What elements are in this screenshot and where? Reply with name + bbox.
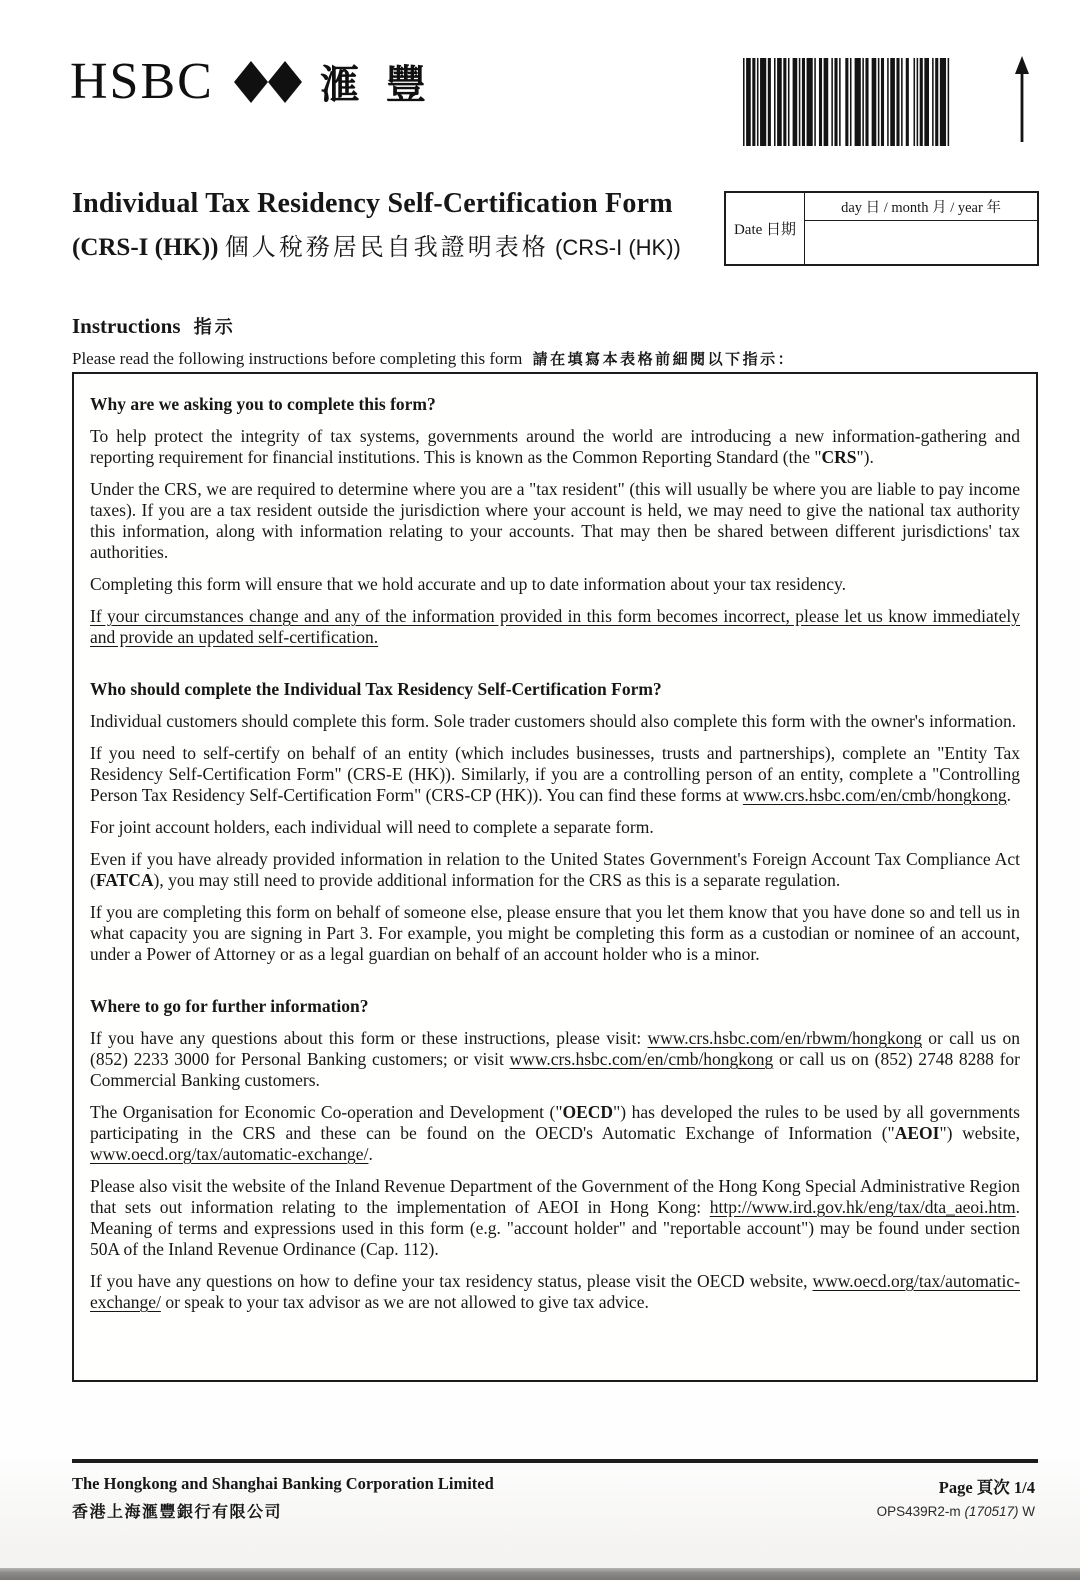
instructions-paragraph <box>90 1102 1020 1165</box>
paragraph-text: FATCA <box>95 870 154 890</box>
url-text: http://www.ird.gov.hk/eng/tax/dta_aeoi.htm <box>709 1197 1016 1217</box>
date-input-cell[interactable] <box>805 221 1037 264</box>
paragraph-text: The Organisation for Economic Co-operation and Development (" <box>90 1102 563 1122</box>
date-label: Date 日期 <box>726 193 805 264</box>
footer-company <box>72 1474 494 1522</box>
hsbc-logo <box>70 52 434 111</box>
instructions-paragraph <box>90 426 1020 468</box>
paragraph-text: Even if you have already provided information in relation to the United States Government's Foreign Account Tax Compliance Act ( <box>90 849 1020 890</box>
hsbc-hexagon-icon <box>234 60 302 104</box>
url-text: www.oecd.org/tax/automatic-exchange/ <box>90 1271 1020 1312</box>
footer-company-cjk: 香港上海滙豐銀行有限公司 <box>72 1504 283 1521</box>
paragraph-text: If you are completing this form on behalf of someone else, please ensure that you let them know that you have done so and tell us in what capacity you are signing in Part 3. For example, you might be completing this form as a custodian or nominee of an account, under a Power of Attorney or as a legal guardian on behalf of an account holder who is a minor. <box>90 902 1020 964</box>
paragraph-text: CRS <box>821 447 857 467</box>
form-reference-code <box>877 1504 1035 1519</box>
hsbc-logo-text: HSBC <box>70 53 214 110</box>
instructions-heading-cjk: 指示 <box>193 317 236 337</box>
paragraph-text: Completing this form will ensure that we hold accurate and up to date information about your tax residency. <box>90 574 847 594</box>
footer-company-en: The Hongkong and Shanghai Banking Corporation Limited <box>72 1474 494 1493</box>
form-code-prefix: (CRS-I (HK)) <box>72 234 219 261</box>
instructions-paragraph <box>90 711 1020 732</box>
form-ref-version: (170517) <box>964 1504 1019 1519</box>
form-ref-suffix: W <box>1022 1504 1035 1519</box>
paragraph-text: "). <box>856 447 874 467</box>
paragraph-text: . <box>368 1144 373 1164</box>
form-title-line2 <box>72 227 722 262</box>
instructions-paragraph <box>90 1176 1020 1260</box>
scan-edge-shadow <box>0 1568 1080 1580</box>
instructions-box <box>72 372 1038 1382</box>
form-title-cjk: 個人稅務居民自我證明表格 <box>224 235 549 261</box>
instructions-paragraph <box>90 743 1020 806</box>
form-title <box>72 188 722 262</box>
barcode <box>743 58 955 146</box>
date-format-header: day 日 / month 月 / year 年 <box>805 193 1037 221</box>
paragraph-text: If you have any questions about this form or these instructions, please visit: <box>90 1028 648 1048</box>
instructions-paragraph <box>90 606 1020 648</box>
date-box <box>724 191 1039 266</box>
instructions-paragraph <box>90 1028 1020 1091</box>
paragraph-text: To help protect the integrity of tax systems, governments around the world are introducing a new information-gathering and reporting requirement for financial institutions. This is known as the Common Reporting Standard (the " <box>90 426 1020 467</box>
url-text: www.crs.hsbc.com/en/cmb/hongkong <box>742 785 1007 805</box>
paragraph-text: OECD <box>562 1102 614 1122</box>
instructions-paragraph <box>90 1271 1020 1313</box>
paragraph-text: . <box>1006 785 1011 805</box>
paragraph-text: ") has developed the rules to be used by all governments participating in the CRS and these can be found on the OECD's Automatic Exchange of Information (" <box>90 1102 1020 1143</box>
instructions-section-heading: Why are we asking you to complete this form? <box>90 394 436 414</box>
paragraph-text: If your circumstances change and any of the information provided in this form becomes incorrect, please let us know immediately and provide an updated self-certification. <box>90 606 1020 647</box>
instructions-intro <box>72 348 795 369</box>
paragraph-text: ") website, <box>939 1123 1020 1143</box>
paragraph-text: or call us on (852) 2748 8288 for Commercial Banking customers. <box>90 1049 1020 1090</box>
paragraph-text: or call us on (852) 2233 3000 for Personal Banking customers; or visit <box>90 1028 1020 1069</box>
footer-divider <box>72 1459 1038 1463</box>
paragraph-text: . Meaning of terms and expressions used in this form (e.g. "account holder" and "reportable account") may be found under section 50A of the Inland Revenue Ordinance (Cap. 112). <box>90 1197 1020 1259</box>
instructions-paragraph <box>90 902 1020 965</box>
footer-meta <box>877 1474 1035 1519</box>
registration-arrow-icon <box>1008 56 1036 144</box>
url-text: www.crs.hsbc.com/en/cmb/hongkong <box>509 1049 774 1069</box>
instructions-paragraph <box>90 849 1020 891</box>
instructions-intro-en: Please read the following instructions before completing this form <box>72 349 523 368</box>
paragraph-text: If you have any questions on how to define your tax residency status, please visit the OECD website, <box>90 1271 813 1291</box>
paragraph-text: For joint account holders, each individual will need to complete a separate form. <box>90 817 654 837</box>
paragraph-text: AEOI <box>894 1123 940 1143</box>
paragraph-text: or speak to your tax advisor as we are not allowed to give tax advice. <box>160 1292 649 1312</box>
url-text: www.crs.hsbc.com/en/rbwm/hongkong <box>647 1028 922 1048</box>
paragraph-text: Individual customers should complete this form. Sole trader customers should also complete this form with the owner's information. <box>90 711 1017 731</box>
url-text: www.oecd.org/tax/automatic-exchange/ <box>90 1144 369 1164</box>
page-number: Page 頁次 1/4 <box>938 1478 1035 1497</box>
paragraph-text: Under the CRS, we are required to determine where you are a "tax resident" (this will usually be where you are liable to pay income taxes). If you are a tax resident outside the jurisdiction where your account is held, we may need to give the national tax authority this information, along with information relating to your accounts. That may then be shared between different jurisdictions' tax authorities. <box>90 479 1020 562</box>
instructions-heading <box>72 313 236 339</box>
form-title-en: Individual Tax Residency Self-Certification Form <box>72 188 673 219</box>
instructions-paragraph <box>90 479 1020 563</box>
instructions-section-heading: Who should complete the Individual Tax Residency Self-Certification Form? <box>90 679 662 699</box>
form-code-suffix: (CRS-I (HK)) <box>555 235 681 260</box>
instructions-paragraph <box>90 574 1020 595</box>
paragraph-text: If you need to self-certify on behalf of an entity (which includes businesses, trusts and partnerships), complete an "Entity Tax Residency Self-Certification Form" (CRS-E (HK)). Similarly, if you are a controlling person of an entity, complete a "Controlling Person Tax Residency Self-Certification Form" (CRS-CP (HK)). You can find these forms at <box>90 743 1020 805</box>
paragraph-text: ), you may still need to provide additional information for the CRS as this is a separate regulation. <box>153 870 841 890</box>
instructions-heading-en: Instructions <box>72 314 181 338</box>
hsbc-logo-cjk: 滙 豐 <box>319 62 434 107</box>
date-box-right <box>805 193 1037 264</box>
paragraph-text: Please also visit the website of the Inland Revenue Department of the Government of the Hong Kong Special Administrative Region that sets out information relating to the implementation of AEOI in Hong Kong: <box>90 1176 1020 1217</box>
instructions-section-heading: Where to go for further information? <box>90 996 369 1016</box>
instructions-intro-cjk: 請在填寫本表格前細閱以下指示： <box>532 351 796 368</box>
form-ref-prefix: OPS439R2-m <box>876 1504 961 1519</box>
instructions-paragraph <box>90 817 1020 838</box>
